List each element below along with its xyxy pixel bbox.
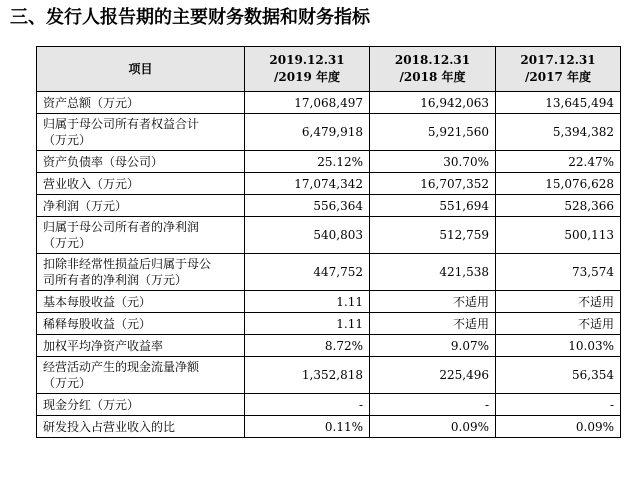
row-value: 16,942,063 (370, 92, 496, 114)
row-label-line: 归属于母公司所有者权益合计 (43, 117, 200, 131)
row-label (37, 92, 245, 114)
row-label-line: 营业收入（万元） (43, 176, 140, 191)
row-label-line: 加权平均净资产收益率 (43, 338, 164, 353)
table-row (37, 357, 621, 394)
row-label-line: 研发投入占营业收入的比 (43, 419, 176, 434)
row-value: - (496, 394, 621, 416)
row-label (37, 151, 245, 173)
table-row (37, 173, 621, 195)
row-label-line: （万元） (43, 133, 92, 147)
row-value: 10.03% (496, 335, 621, 357)
table-row (37, 92, 621, 114)
row-label-line: 经营活动产生的现金流量净额 (43, 360, 200, 374)
table-row (37, 313, 621, 335)
row-value: 22.47% (496, 151, 621, 173)
row-label (37, 357, 245, 394)
header-col-2017 (496, 47, 621, 92)
row-value: 551,694 (370, 195, 496, 217)
row-label (37, 394, 245, 416)
row-label-line: 司所有者的净利润（万元） (43, 273, 188, 287)
header-col-2018-date: 2018.12.31 (394, 53, 471, 67)
row-value: 不适用 (370, 313, 496, 335)
section-title: 三、发行人报告期的主要财务数据和财务指标 (10, 7, 370, 28)
financial-data-table (36, 46, 621, 438)
row-value: 5,394,382 (496, 114, 621, 151)
row-value: 5,921,560 (370, 114, 496, 151)
row-label (37, 313, 245, 335)
row-label-line: 稀释每股收益（元） (43, 316, 152, 331)
row-value: 528,366 (496, 195, 621, 217)
table-header-row (37, 47, 621, 92)
row-value: 不适用 (496, 313, 621, 335)
row-label-line: 归属于母公司所有者的净利润 (43, 220, 200, 234)
row-value: 17,074,342 (245, 173, 370, 195)
row-value: 225,496 (370, 357, 496, 394)
table-row (37, 254, 621, 291)
row-value: 512,759 (370, 217, 496, 254)
row-value: 1.11 (245, 291, 370, 313)
row-value: 1.11 (245, 313, 370, 335)
row-value: 73,574 (496, 254, 621, 291)
header-col-2019-year: /2019 年度 (274, 70, 340, 84)
row-label (37, 195, 245, 217)
header-col-2018 (370, 47, 496, 92)
row-value: 不适用 (370, 291, 496, 313)
table-row (37, 394, 621, 416)
row-label-line: （万元） (43, 376, 92, 390)
row-value: 15,076,628 (496, 173, 621, 195)
table-row (37, 335, 621, 357)
row-value: 447,752 (245, 254, 370, 291)
row-value: 0.09% (370, 416, 496, 438)
row-label (37, 254, 245, 291)
row-label (37, 416, 245, 438)
row-value: 9.07% (370, 335, 496, 357)
row-value: - (245, 394, 370, 416)
table-row (37, 195, 621, 217)
row-value: 56,354 (496, 357, 621, 394)
row-label-line: 扣除非经常性损益后归属于母公 (43, 257, 212, 271)
table-body (37, 92, 621, 438)
row-label-line: 资产负债率（母公司） (43, 154, 164, 169)
row-value: 0.09% (496, 416, 621, 438)
row-value: 540,803 (245, 217, 370, 254)
table-row (37, 416, 621, 438)
row-value: 1,352,818 (245, 357, 370, 394)
table-row (37, 114, 621, 151)
header-col-2019-date: 2019.12.31 (269, 53, 345, 67)
row-label (37, 217, 245, 254)
header-col-2019 (245, 47, 370, 92)
row-label (37, 173, 245, 195)
header-item: 项目 (37, 47, 245, 92)
row-value: 17,068,497 (245, 92, 370, 114)
row-value: 8.72% (245, 335, 370, 357)
row-value: - (370, 394, 496, 416)
header-col-2017-date: 2017.12.31 (520, 53, 596, 67)
row-label (37, 335, 245, 357)
row-value: 421,538 (370, 254, 496, 291)
row-label-line: 净利润（万元） (43, 198, 128, 213)
table-row (37, 291, 621, 313)
row-value: 25.12% (245, 151, 370, 173)
row-label (37, 114, 245, 151)
row-label-line: （万元） (43, 236, 92, 250)
row-value: 30.70% (370, 151, 496, 173)
row-label-line: 基本每股收益（元） (43, 294, 152, 309)
header-col-2017-year: /2017 年度 (525, 70, 591, 84)
row-value: 不适用 (496, 291, 621, 313)
row-value: 16,707,352 (370, 173, 496, 195)
table-row (37, 151, 621, 173)
row-value: 556,364 (245, 195, 370, 217)
row-value: 13,645,494 (496, 92, 621, 114)
row-label (37, 291, 245, 313)
row-value: 500,113 (496, 217, 621, 254)
header-col-2018-year: /2018 年度 (399, 70, 466, 84)
row-value: 0.11% (245, 416, 370, 438)
row-label-line: 现金分红（万元） (43, 397, 140, 412)
row-value: 6,479,918 (245, 114, 370, 151)
table-row (37, 217, 621, 254)
row-label-line: 资产总额（万元） (43, 95, 140, 110)
